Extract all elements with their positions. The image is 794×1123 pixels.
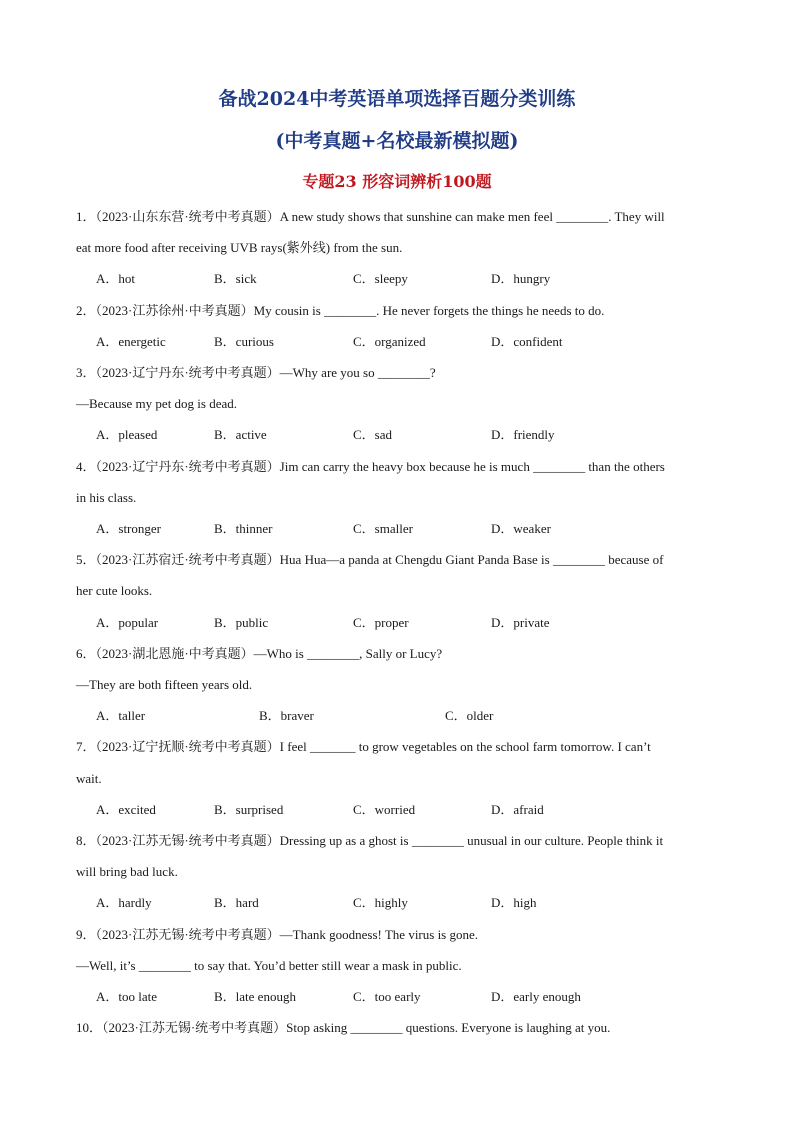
question-10-text-line-1: 10．（2023·江苏无锡·统考中考真题）Stop asking ________ questions. Everyone is laughing at you. <box>76 1020 611 1035</box>
question-9-option-a: A．too late <box>96 989 158 1004</box>
question-8-option-d: D．high <box>491 895 537 910</box>
question-8-option-c: C．highly <box>353 895 408 910</box>
question-4-option-a: A．stronger <box>96 521 161 536</box>
question-9-option-c: C．too early <box>353 989 421 1004</box>
question-4-option-d: D．weaker <box>491 521 551 536</box>
question-8-option-b: B．hard <box>214 895 259 910</box>
question-2-option-a: A．energetic <box>96 334 166 349</box>
question-8-option-a: A．hardly <box>96 895 152 910</box>
question-5-text-line-1: 5．（2023·江苏宿迁·统考中考真题）Hua Hua—a panda at Chengdu Giant Panda Base is ________ because of <box>76 552 664 567</box>
question-7-option-b: B．surprised <box>214 802 284 817</box>
question-4-text-line-1: 4．（2023·辽宁丹东·统考中考真题）Jim can carry the heavy box because he is much ________ than the others <box>76 459 665 474</box>
question-9-option-d: D．early enough <box>491 989 581 1004</box>
question-5-option-a: A．popular <box>96 615 159 630</box>
question-1-text-line-2: eat more food after receiving UVB rays(紫外线) from the sun. <box>76 240 403 255</box>
question-1-option-c: C．sleepy <box>353 271 408 286</box>
question-6-option-a: A．taller <box>96 708 146 723</box>
question-1-text-line-1: 1．（2023·山东东营·统考中考真题）A new study shows that sunshine can make men feel ________. They will <box>76 209 665 224</box>
question-7-option-a: A．excited <box>96 802 156 817</box>
question-3-option-a: A．pleased <box>96 427 158 442</box>
question-9-text-line-2: —Well, it’s ________ to say that. You’d better still wear a mask in public. <box>76 958 462 973</box>
question-3-option-d: D．friendly <box>491 427 555 442</box>
question-7-option-d: D．afraid <box>491 802 544 817</box>
question-2-option-b: B．curious <box>214 334 274 349</box>
question-7-text-line-2: wait. <box>76 771 102 786</box>
question-7-text-line-1: 7．（2023·辽宁抚顺·统考中考真题）I feel _______ to grow vegetables on the school farm tomorrow. I can’t <box>76 739 651 754</box>
question-8-text-line-1: 8．（2023·江苏无锡·统考中考真题）Dressing up as a ghost is ________ unusual in our culture. People think it <box>76 833 664 848</box>
question-1-option-b: B．sick <box>214 271 257 286</box>
question-9-text-line-1: 9．（2023·江苏无锡·统考中考真题）—Thank goodness! The virus is gone. <box>76 927 479 942</box>
question-1-option-a: A．hot <box>96 271 136 286</box>
question-1-option-d: D．hungry <box>491 271 551 286</box>
question-2-text-line-1: 2．（2023·江苏徐州·中考真题）My cousin is ________. He never forgets the things he needs to do. <box>76 303 605 318</box>
question-3-text-line-1: 3．（2023·辽宁丹东·统考中考真题）—Why are you so ________? <box>76 365 436 380</box>
question-8-text-line-2: will bring bad luck. <box>76 864 178 879</box>
question-4-text-line-2: in his class. <box>76 490 137 505</box>
question-3-option-b: B．active <box>214 427 267 442</box>
question-6-text-line-2: —They are both fifteen years old. <box>76 677 253 692</box>
question-5-option-b: B．public <box>214 615 269 630</box>
question-5-option-d: D．private <box>491 615 550 630</box>
question-7-option-c: C．worried <box>353 802 416 817</box>
question-5-text-line-2: her cute looks. <box>76 583 153 598</box>
question-6-option-c: C．older <box>445 708 494 723</box>
document-title-sub: (中考真题+名校最新模拟题) <box>275 130 519 152</box>
question-4-option-b: B．thinner <box>214 521 273 536</box>
question-4-option-c: C．smaller <box>353 521 413 536</box>
question-9-option-b: B．late enough <box>214 989 296 1004</box>
topic-subtitle: 专题23 形容词辨析100题 <box>302 172 492 191</box>
document-title: 备战2024中考英语单项选择百题分类训练 <box>218 88 576 110</box>
question-2-option-c: C．organized <box>353 334 426 349</box>
question-3-option-c: C．sad <box>353 427 393 442</box>
question-6-text-line-1: 6．（2023·湖北恩施·中考真题）—Who is ________, Sally or Lucy? <box>76 646 443 661</box>
question-2-option-d: D．confident <box>491 334 563 349</box>
question-3-text-line-2: —Because my pet dog is dead. <box>76 396 238 411</box>
question-6-option-b: B．braver <box>259 708 314 723</box>
question-5-option-c: C．proper <box>353 615 409 630</box>
